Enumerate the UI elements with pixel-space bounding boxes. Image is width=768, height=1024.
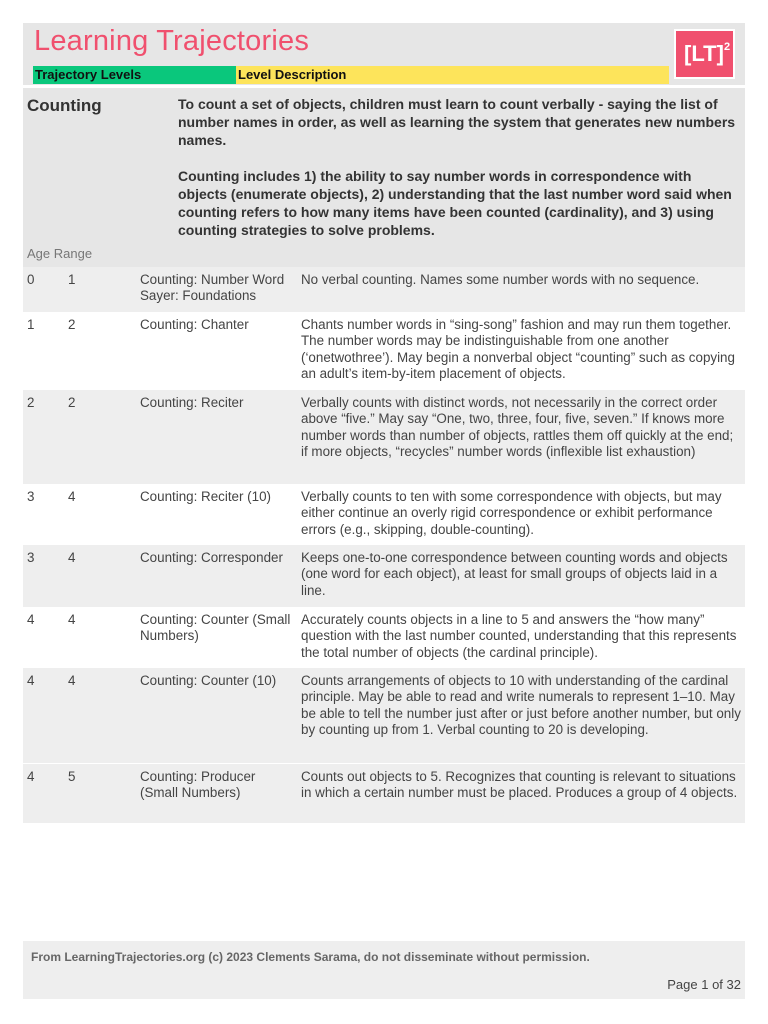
level-description: Counts out objects to 5. Recognizes that counting is relevant to situations in which a certain number must be placed. Produces a group of 4 objects.	[301, 769, 738, 801]
table-row	[23, 312, 745, 390]
table-row	[23, 763, 745, 823]
level-name: Counting: Number Word Sayer: Foundations	[140, 272, 285, 304]
copyright-notice: From LearningTrajectories.org (c) 2023 Clements Sarama, do not disseminate without permission.	[31, 950, 590, 964]
intro-text	[178, 95, 738, 257]
age-to: 2	[68, 317, 76, 332]
age-from: 4	[27, 769, 35, 784]
page-header	[23, 23, 745, 85]
levels-table	[23, 267, 745, 823]
age-from: 0	[27, 272, 35, 287]
logo-superscript: 2	[724, 41, 731, 53]
level-name: Counting: Corresponder	[140, 550, 283, 565]
age-to: 4	[68, 550, 76, 565]
logo-text: [LT]	[684, 41, 724, 66]
age-to: 5	[68, 769, 76, 784]
trajectory-levels-label: Trajectory Levels	[33, 66, 236, 84]
table-row	[23, 668, 745, 763]
age-from: 3	[27, 550, 35, 565]
age-from: 1	[27, 317, 35, 332]
age-to: 2	[68, 395, 76, 410]
level-description: Verbally counts to ten with some correspondence with objects, but may either continue an overly rigid correspondence or exhibit performance errors (e.g., skipping, double-counting).	[301, 489, 722, 537]
level-name: Counting: Reciter (10)	[140, 489, 271, 504]
age-from: 4	[27, 612, 35, 627]
age-to: 4	[68, 612, 76, 627]
level-description: Accurately counts objects in a line to 5 and answers the “how many” question with the last number counted, understanding that this represents the total number of objects (the cardinal principle).	[301, 612, 737, 660]
level-description: Counts arrangements of objects to 10 with understanding of the cardinal principle. May be able to read and write numerals to represent 1–10. May be able to tell the number just after or just before another number, but only by counting up from 1. Verbal counting to 20 is developing.	[301, 673, 741, 738]
table-row	[23, 390, 745, 484]
table-row	[23, 267, 745, 312]
level-name: Counting: Counter (Small Numbers)	[140, 612, 291, 644]
intro-paragraph-1: To count a set of objects, children must learn to count verbally - saying the list of number names in order, as well as learning the system that generates new numbers names.	[178, 96, 736, 148]
level-name: Counting: Producer (Small Numbers)	[140, 769, 256, 801]
page-footer	[23, 941, 745, 999]
section-heading: Counting	[27, 96, 102, 115]
age-from: 4	[27, 673, 35, 688]
intro-paragraph-2: Counting includes 1) the ability to say number words in correspondence with objects (enumerate objects), 2) understanding that the last number word said when counting refers to how many items have been counted (cardinality), and 3) using counting strategies to solve problems.	[178, 168, 732, 238]
table-row	[23, 607, 745, 668]
counting-intro	[23, 88, 745, 267]
level-description: Verbally counts with distinct words, not necessarily in the correct order above “five.” May say “One, two, three, four, five, seven.” If knows more number words than number of objects, rattles them off quickly at the end; if more objects, “recycles” number words (inflexible list exhaustion)	[301, 395, 734, 460]
age-from: 2	[27, 395, 35, 410]
level-description-label: Level Description	[236, 66, 669, 84]
lt2-logo	[674, 29, 735, 79]
level-name: Counting: Reciter	[140, 395, 244, 410]
level-description: Chants number words in “sing-song” fashion and may run them together. The number words may be indistinguishable from one another (‘onetwothree’). May begin a nonverbal object “counting” such as copying an adult’s item-by-item placement of objects.	[301, 317, 735, 382]
age-range-label: Age Range	[27, 246, 93, 261]
table-row	[23, 545, 745, 607]
level-name: Counting: Counter (10)	[140, 673, 277, 688]
level-name: Counting: Chanter	[140, 317, 249, 332]
age-from: 3	[27, 489, 35, 504]
age-to: 1	[68, 272, 76, 287]
page-number: Page 1 of 32	[667, 977, 741, 992]
level-description: No verbal counting. Names some number words with no sequence.	[301, 272, 700, 287]
table-row	[23, 484, 745, 545]
level-description: Keeps one-to-one correspondence between counting words and objects (one word for each object), at least for small groups of objects laid in a line.	[301, 550, 728, 598]
age-to: 4	[68, 673, 76, 688]
page-title: Learning Trajectories	[34, 25, 310, 57]
age-to: 4	[68, 489, 76, 504]
